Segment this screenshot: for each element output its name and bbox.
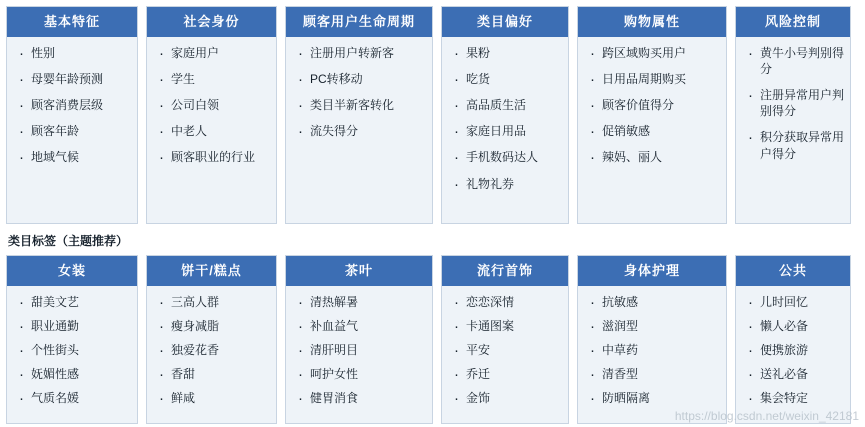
group-item-list [746, 45, 844, 162]
group-title: 基本特征 [7, 7, 137, 37]
group-item-list [452, 45, 562, 192]
group-card-customer-lifecycle [285, 6, 433, 224]
group-card-public [735, 255, 851, 424]
list-item: · 学生 [157, 71, 270, 87]
group-item-list [746, 294, 844, 407]
group-title: 类目偏好 [442, 7, 568, 37]
group-item-list [452, 294, 562, 407]
list-item: · 顾客年龄 [17, 123, 131, 139]
list-item: · 瘦身减脂 [157, 318, 270, 334]
list-item: · 集会特定 [746, 390, 844, 406]
list-item: · 清香型 [588, 366, 720, 382]
list-item: · 呵护女性 [296, 366, 426, 382]
list-item: · 清热解暑 [296, 294, 426, 310]
group-card-biscuits-pastry [146, 255, 277, 424]
group-body [442, 286, 568, 423]
group-title: 身体护理 [578, 256, 726, 286]
list-item: · 日用品周期购买 [588, 71, 720, 87]
group-card-tea [285, 255, 433, 424]
group-title: 流行首饰 [442, 256, 568, 286]
group-body [578, 286, 726, 423]
group-item-list [157, 294, 270, 407]
group-body [286, 286, 432, 423]
group-title: 饼干/糕点 [147, 256, 276, 286]
group-body [736, 37, 850, 223]
list-item: · 顾客消费层级 [17, 97, 131, 113]
group-body [7, 286, 137, 423]
list-item: · 职业通勤 [17, 318, 131, 334]
group-item-list [296, 294, 426, 407]
list-item: · 卡通图案 [452, 318, 562, 334]
list-item: · 礼物礼券 [452, 176, 562, 192]
group-body [286, 37, 432, 223]
list-item: · 中老人 [157, 123, 270, 139]
list-item: · 便携旅游 [746, 342, 844, 358]
list-item: · 滋润型 [588, 318, 720, 334]
group-item-list [588, 294, 720, 407]
watermark-text: https://blog.csdn.net/weixin_42181 [674, 409, 859, 423]
list-item: · 顾客职业的行业 [157, 149, 270, 165]
list-item: · 母婴年龄预测 [17, 71, 131, 87]
list-item: · 地域气候 [17, 149, 131, 165]
list-item: · 黄牛小号判别得分 [746, 45, 844, 77]
list-item: · 抗敏感 [588, 294, 720, 310]
list-item: · 独爱花香 [157, 342, 270, 358]
group-body [147, 37, 276, 223]
list-item: · 三高人群 [157, 294, 270, 310]
list-item: · 香甜 [157, 366, 270, 382]
list-item: · 注册用户转新客 [296, 45, 426, 61]
list-item: · 健胃消食 [296, 390, 426, 406]
group-item-list [157, 45, 270, 166]
group-card-fashion-jewelry [441, 255, 569, 424]
group-item-list [17, 294, 131, 407]
list-item: · 顾客价值得分 [588, 97, 720, 113]
list-item: · 性别 [17, 45, 131, 61]
group-card-basic-features [6, 6, 138, 224]
group-body [736, 286, 850, 423]
list-item: · 防晒隔离 [588, 390, 720, 406]
list-item: · 注册异常用户判别得分 [746, 87, 844, 119]
group-card-risk-control [735, 6, 851, 224]
list-item: · 送礼必备 [746, 366, 844, 382]
group-body [7, 37, 137, 223]
group-title: 女装 [7, 256, 137, 286]
list-item: · 促销敏感 [588, 123, 720, 139]
list-item: · 清肝明目 [296, 342, 426, 358]
list-item: · 恋恋深情 [452, 294, 562, 310]
list-item: · PC转移动 [296, 71, 426, 87]
list-item: · 高品质生活 [452, 97, 562, 113]
group-card-shopping-attributes [577, 6, 727, 224]
list-item: · 气质名媛 [17, 390, 131, 406]
group-card-category-preference [441, 6, 569, 224]
top-group-row [6, 6, 859, 224]
list-item: · 类目半新客转化 [296, 97, 426, 113]
section-label-category-tags: 类目标签（主题推荐） [8, 234, 129, 248]
group-title: 社会身份 [147, 7, 276, 37]
list-item: · 跨区域购买用户 [588, 45, 720, 61]
list-item: · 甜美文艺 [17, 294, 131, 310]
list-item: · 儿时回忆 [746, 294, 844, 310]
list-item: · 妩媚性感 [17, 366, 131, 382]
list-item: · 乔迁 [452, 366, 562, 382]
group-title: 茶叶 [286, 256, 432, 286]
group-title: 顾客用户生命周期 [286, 7, 432, 37]
group-item-list [296, 45, 426, 140]
group-body [578, 37, 726, 223]
list-item: · 懒人必备 [746, 318, 844, 334]
list-item: · 手机数码达人 [452, 149, 562, 165]
group-body [147, 286, 276, 423]
list-item: · 鲜咸 [157, 390, 270, 406]
list-item: · 吃货 [452, 71, 562, 87]
group-title: 购物属性 [578, 7, 726, 37]
list-item: · 平安 [452, 342, 562, 358]
group-body [442, 37, 568, 223]
group-title: 风险控制 [736, 7, 850, 37]
group-item-list [17, 45, 131, 166]
list-item: · 补血益气 [296, 318, 426, 334]
list-item: · 家庭日用品 [452, 123, 562, 139]
list-item: · 中草药 [588, 342, 720, 358]
group-item-list [588, 45, 720, 166]
group-card-womens-clothing [6, 255, 138, 424]
group-card-social-identity [146, 6, 277, 224]
list-item: · 流失得分 [296, 123, 426, 139]
list-item: · 金饰 [452, 390, 562, 406]
list-item: · 个性街头 [17, 342, 131, 358]
list-item: · 积分获取异常用户得分 [746, 129, 844, 161]
list-item: · 公司白领 [157, 97, 270, 113]
list-item: · 家庭用户 [157, 45, 270, 61]
group-card-body-care [577, 255, 727, 424]
list-item: · 果粉 [452, 45, 562, 61]
bottom-group-row [6, 255, 859, 424]
list-item: · 辣妈、丽人 [588, 149, 720, 165]
group-title: 公共 [736, 256, 850, 286]
